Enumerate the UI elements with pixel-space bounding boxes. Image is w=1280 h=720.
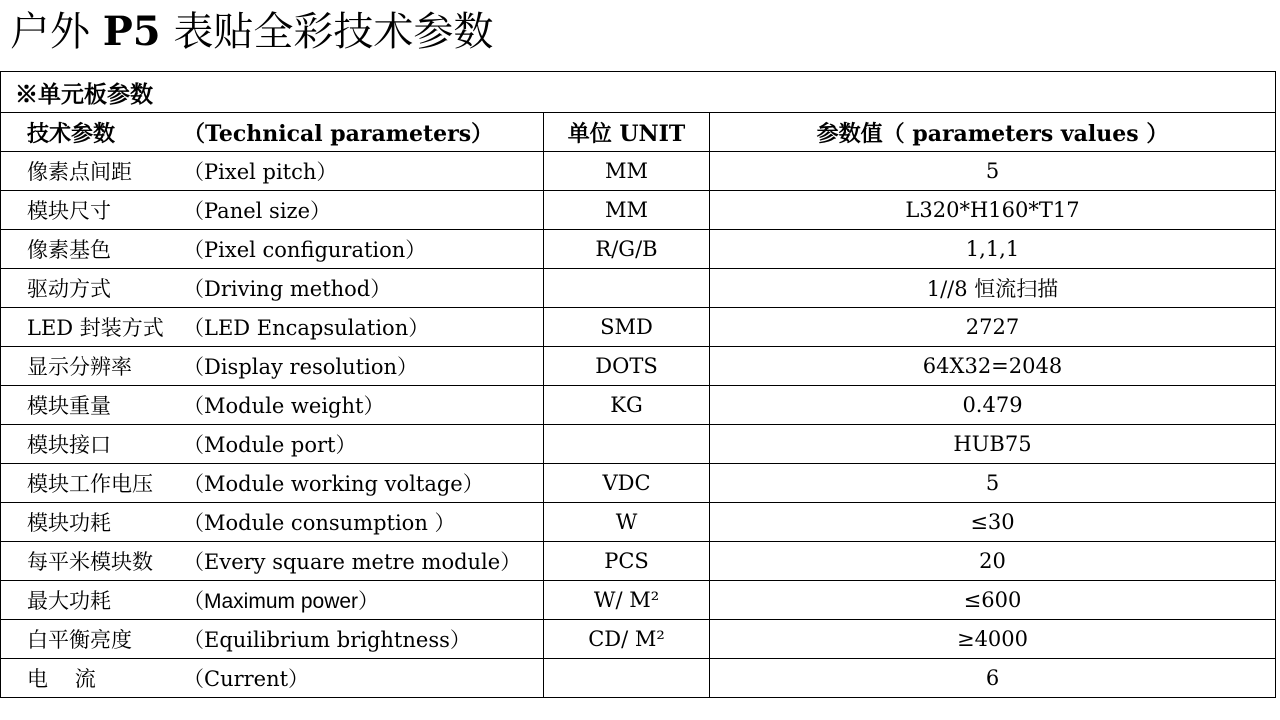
unit-cell: PCS [544,542,710,581]
unit-cell: W/ M² [544,581,710,620]
header-param [1,113,544,152]
table-row [1,542,1276,581]
param-cell [1,152,544,191]
param-en: （Module consumption ） [183,511,456,535]
param-en: （Pixel pitch） [183,160,338,184]
param-cell [1,581,544,620]
page-title-model: P5 [102,8,161,55]
param-cn: 驱动方式 [27,277,111,301]
header-param-cn: 技术参数 [27,120,116,147]
unit-cell: MM [544,152,710,191]
param-cell [1,503,544,542]
param-cn: 显示分辨率 [27,355,132,379]
page-title [10,4,493,60]
param-cell [1,620,544,659]
spec-table [0,71,1276,698]
param-en: （Current） [183,667,310,691]
value-cell: 6 [710,659,1276,698]
unit-cell: KG [544,386,710,425]
table-row [1,230,1276,269]
table-row [1,464,1276,503]
param-cell [1,347,544,386]
param-cell [1,659,544,698]
header-value: 参数值（ parameters values ） [710,113,1276,152]
table-row [1,425,1276,464]
param-cn: 最大功耗 [27,589,111,613]
param-cn: 像素点间距 [27,160,132,184]
table-row [1,620,1276,659]
value-cell: 1,1,1 [710,230,1276,269]
value-cell: ≤30 [710,503,1276,542]
unit-cell: DOTS [544,347,710,386]
table-row [1,347,1276,386]
unit-cell: W [544,503,710,542]
section-label: ※单元板参数 [1,72,1276,113]
value-cell: L320*H160*T17 [710,191,1276,230]
param-cn: LED 封装方式 [27,316,164,340]
section-row [1,72,1276,113]
param-cell [1,308,544,347]
param-cell [1,464,544,503]
param-cn: 模块接口 [27,433,111,457]
param-en: （Display resolution） [183,355,418,379]
unit-cell [544,269,710,308]
value-cell: 64X32=2048 [710,347,1276,386]
param-cell [1,542,544,581]
param-cn: 模块重量 [27,394,111,418]
unit-cell: SMD [544,308,710,347]
param-en: （LED Encapsulation） [183,316,430,340]
param-en: （Module weight） [183,394,385,418]
param-cn: 电 流 [27,667,96,691]
header-param-en: （Technical parameters） [183,120,494,147]
param-en: （Equilibrium brightness） [183,628,471,652]
param-en: （Module working voltage） [183,472,484,496]
value-cell: 20 [710,542,1276,581]
table-row [1,503,1276,542]
unit-cell [544,659,710,698]
header-unit: 单位 UNIT [544,113,710,152]
value-cell: 1//8 恒流扫描 [710,269,1276,308]
param-cn: 模块尺寸 [27,199,111,223]
param-en: （Module port） [183,433,357,457]
value-cell: 5 [710,464,1276,503]
param-cell [1,269,544,308]
value-cell: 5 [710,152,1276,191]
table-row [1,308,1276,347]
table-row [1,581,1276,620]
param-cn: 白平衡亮度 [27,628,132,652]
table-row [1,191,1276,230]
value-cell: ≤600 [710,581,1276,620]
param-en: （Maximum power） [183,590,380,613]
unit-cell: VDC [544,464,710,503]
page-title-prefix: 户外 [10,9,103,55]
table-row [1,386,1276,425]
unit-cell: R/G/B [544,230,710,269]
param-cell [1,191,544,230]
value-cell: ≥4000 [710,620,1276,659]
param-cn: 像素基色 [27,238,111,262]
page-title-suffix: 表贴全彩技术参数 [160,9,494,55]
unit-cell: MM [544,191,710,230]
table-row [1,659,1276,698]
param-cell [1,386,544,425]
value-cell: 2727 [710,308,1276,347]
unit-cell [544,425,710,464]
param-cn: 每平米模块数 [27,550,153,574]
value-cell: HUB75 [710,425,1276,464]
param-cn: 模块工作电压 [27,472,153,496]
param-cn: 模块功耗 [27,511,111,535]
table-row [1,152,1276,191]
param-en: （Panel size） [183,199,332,223]
param-en: （Every square metre module） [183,550,522,574]
table-row [1,269,1276,308]
unit-cell: CD/ M² [544,620,710,659]
param-cell [1,230,544,269]
value-cell: 0.479 [710,386,1276,425]
param-en: （Driving method） [183,277,392,301]
param-en: （Pixel configuration） [183,238,427,262]
header-row [1,113,1276,152]
param-cell [1,425,544,464]
